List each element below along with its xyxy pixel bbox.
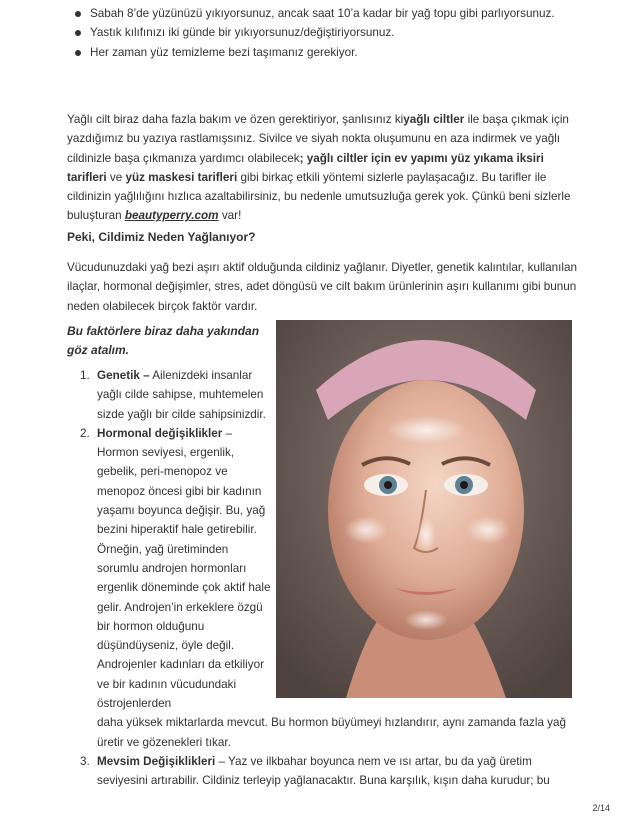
causes-paragraph: Vücudunuzdaki yağ bezi aşırı aktif olduğunda cildiniz yağlanır. Diyetler, genetik kalıntılar, kullanılan ilaçlar, hormonal değişimler, stres, adet döngüsü ve cilt bakım ürünlerinin aşırı kullanımı gibi bunun neden olabilecek birçok faktör vardır. [67,261,578,313]
bullet-item: Sabah 8’de yüzünüzü yıkıyorsunuz, ancak saat 10’a kadar bir yağ topu gibi parlıyorsunuz. [90,4,590,23]
para-text: Yağlı cilt biraz daha fazla bakım ve özen gerektiriyor, şanlısınız ki [67,113,404,126]
factor-title: Hormonal değişiklikler [97,426,223,440]
para-text: ve [106,170,126,184]
section-heading: Peki, Cildimiz Neden Yağlanıyor? [67,230,256,244]
factor-text: – Hormon seviyesi, ergenlik, gebelik, peri-menopoz ve menopoz öncesi gibi bir kadının yaşamı boyunca değişir. Bu, yağ bezini hiperaktif hale getirebilir. Örneğin, yağ üretiminden sorumlu androjen hormonları ergenlik döneminde çok aktif hale gelir. Androjen’in erkeklere özgü bir hormon olduğunu düşündüyseniz, öyle değil. Androjenler kadınları da etkiliyor ve bir kadının vücudundaki östrojenlerden [97,426,271,711]
factor-text: Ailenizdeki insanlar yağlı cilde sahipse, muhtemelen sizde yağlı bir cilde sahipsinizdir. [97,369,266,421]
beautyperry-link[interactable]: beautyperry.com [124,209,219,223]
bullet-item: Yastık kılıfınızı iki günde bir yıkıyorsunuz/değiştiriyorsunuz. [90,23,590,42]
factors-intro: Bu faktörlere biraz daha yakından göz atalım. [67,324,260,358]
factor-item [67,366,567,424]
page-number: 2/14 [592,802,610,813]
factor-number: 3. [80,754,90,768]
para-bold: yağlı ciltler [403,113,465,126]
factor-text: – Yaz ve ilkbahar boyunca nem ve ısı artar, bu da yağ üretim seviyesini artırabilir. Cildiniz terleyip yağlanacaktır. Buna karşılık, kışın daha kurudur; bu [97,754,550,788]
para-text: var! [218,209,242,223]
intro-paragraph [67,110,582,226]
factor-number: 1. [80,369,90,382]
para-text: gibi birkaç etkili yöntemi sizlerle paylaşacağız. Bu tarifler ile cildinizin yağlılığını hızlıca azaltabilirsiniz, bu nedenle umutsuzluğa gerek yok. Çünkü beni sizlerle buluşturan [67,170,571,223]
factors-list [67,366,567,791]
factor-number: 2. [80,426,90,440]
factor-title: Mevsim Değişiklikleri [97,754,216,768]
para-bold: yüz maskesi tarifleri [125,170,238,184]
para-text: ile başa çıkmak için yazdığımız bu yazıya rastlamışsınız. Sivilce ve siyah nokta oluşumunu en aza indirmek ve yağlı cildinizle başa çıkmanıza yardımcı olabilecek [67,113,569,165]
symptom-bullet-list [68,4,590,62]
factor-title: Genetik – [97,369,150,382]
factor-item [67,752,567,791]
factor-text-continued: daha yüksek miktarlarda mevcut. Bu hormon büyümeyi hızlandırır, aynı zamanda fazla yağ üretir ve gözenekleri tıkar. [97,716,567,749]
para-bold: ; yağlı ciltler için ev yapımı yüz yıkama iksiri tarifleri [67,151,544,184]
factor-item [67,424,567,752]
bullet-item: Her zaman yüz temizleme bezi taşımanız gerekiyor. [90,43,590,62]
